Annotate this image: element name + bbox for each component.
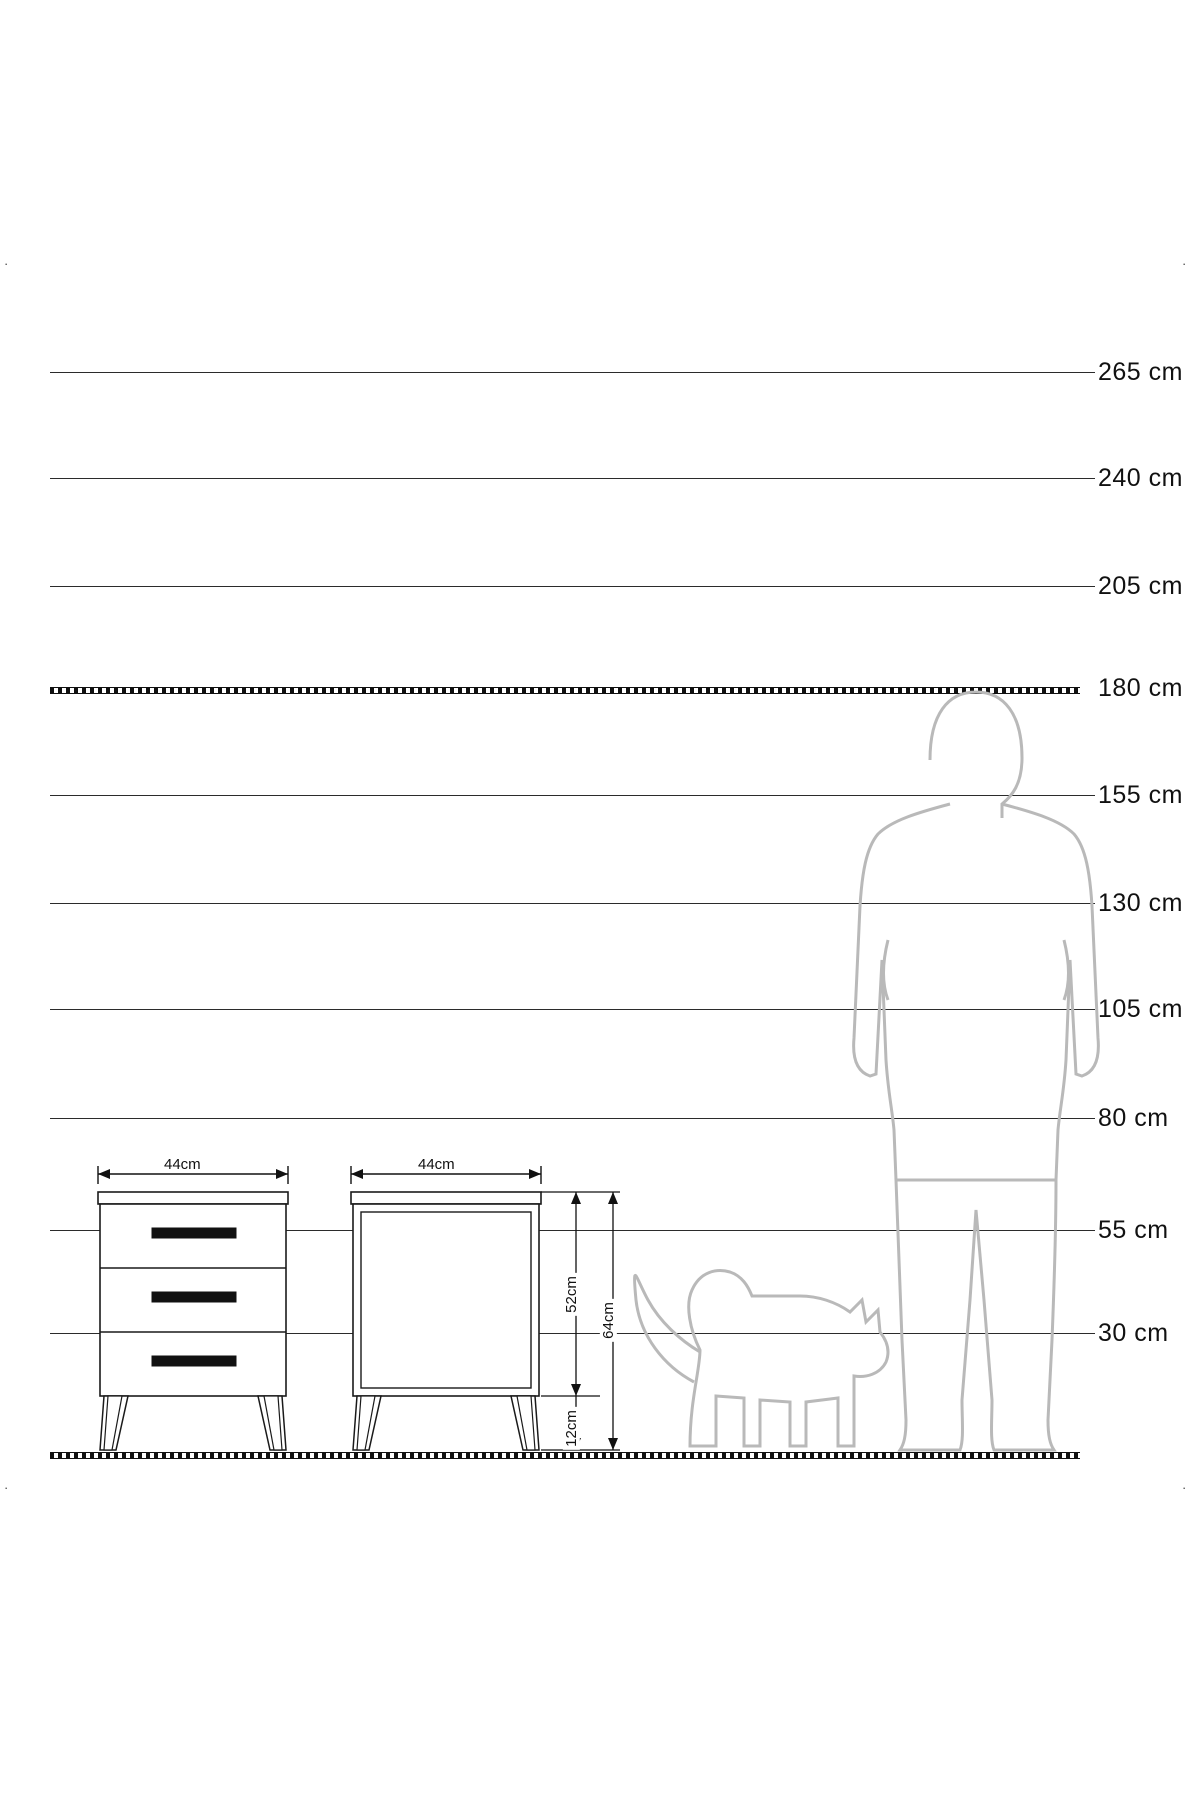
tick-label-240: 240 cm	[1098, 464, 1183, 492]
height-label-52: 52cm	[563, 1273, 580, 1316]
tick-label-155: 155 cm	[1098, 781, 1183, 809]
width-label-left: 44cm	[160, 1156, 205, 1173]
tick-label-205: 205 cm	[1098, 572, 1183, 600]
tick-label-105: 105 cm	[1098, 995, 1183, 1023]
width-label-right: 44cm	[414, 1156, 459, 1173]
corner-mark-top-right: ·	[1182, 256, 1187, 271]
corner-mark-top-left: ·	[4, 256, 9, 271]
tick-label-180: 180 cm	[1098, 674, 1183, 702]
cat-silhouette	[635, 1271, 889, 1446]
tick-label-80: 80 cm	[1098, 1104, 1169, 1132]
tick-label-265: 265 cm	[1098, 358, 1183, 386]
tick-label-130: 130 cm	[1098, 889, 1183, 917]
single-door-nightstand	[351, 1192, 541, 1450]
man-silhouette	[854, 692, 1099, 1450]
tick-label-30: 30 cm	[1098, 1319, 1169, 1347]
corner-mark-bottom-left: ·	[4, 1480, 9, 1495]
three-drawer-nightstand	[98, 1192, 288, 1450]
tick-label-55: 55 cm	[1098, 1216, 1169, 1244]
height-label-64: 64cm	[600, 1299, 617, 1342]
corner-mark-bottom-right: ·	[1182, 1480, 1187, 1495]
height-label-12: 12cm	[563, 1407, 580, 1450]
